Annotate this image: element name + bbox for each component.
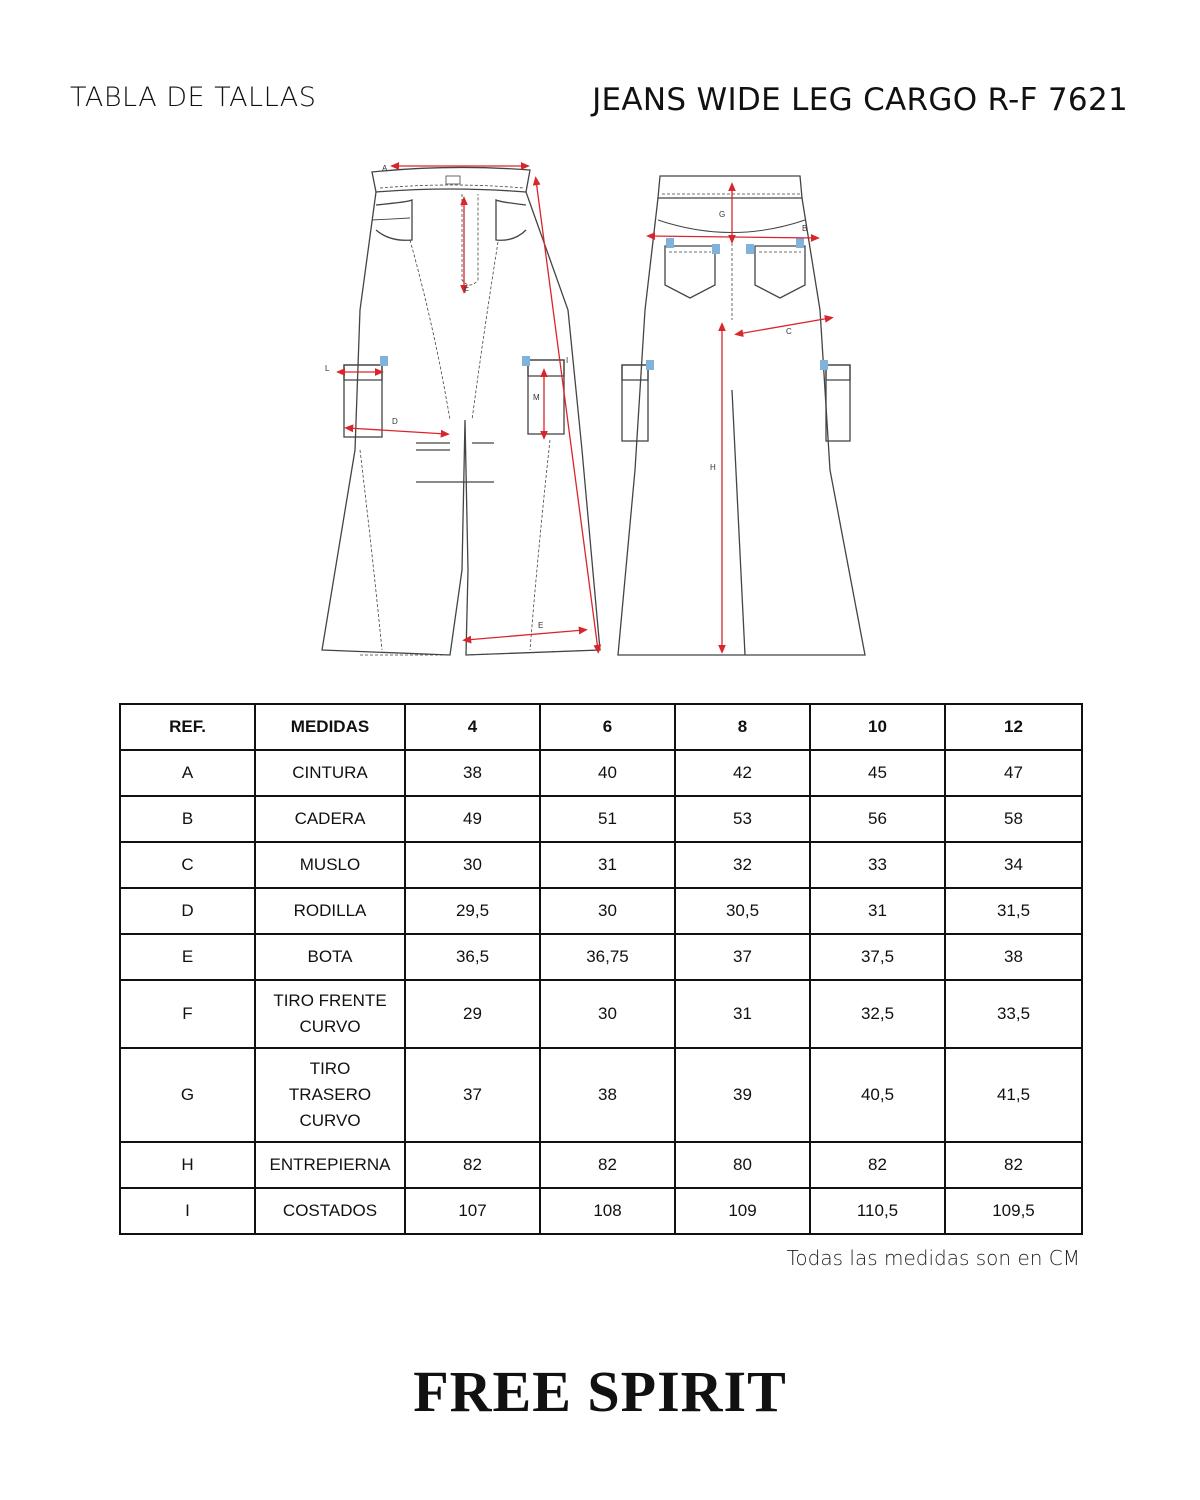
- table-row: [120, 796, 1082, 842]
- ref-cell: C: [120, 842, 255, 888]
- value-cell: 33,5: [945, 980, 1082, 1048]
- size-chart-title: TABLA DE TALLAS: [70, 82, 317, 113]
- value-cell: 37,5: [810, 934, 945, 980]
- value-cell: 110,5: [810, 1188, 945, 1234]
- value-cell: 108: [540, 1188, 675, 1234]
- value-cell: 58: [945, 796, 1082, 842]
- value-cell: 82: [405, 1142, 540, 1188]
- product-title: JEANS WIDE LEG CARGO R-F 7621: [592, 82, 1128, 118]
- measure-name-line: TIRO: [309, 1059, 351, 1078]
- value-cell: 38: [405, 750, 540, 796]
- tags: [380, 238, 828, 370]
- measure-name: MUSLO: [255, 842, 405, 888]
- front-view: [322, 167, 600, 655]
- value-cell: 53: [675, 796, 810, 842]
- value-cell: 32,5: [810, 980, 945, 1048]
- units-note: Todas las medidas son en CM: [786, 1246, 1080, 1270]
- ref-cell: E: [120, 934, 255, 980]
- value-cell: 36,75: [540, 934, 675, 980]
- value-cell: 29,5: [405, 888, 540, 934]
- value-cell: 38: [945, 934, 1082, 980]
- value-cell: 45: [810, 750, 945, 796]
- label-i: I: [566, 356, 569, 365]
- jeans-technical-sketch: [300, 150, 900, 670]
- table-row: [120, 842, 1082, 888]
- measure-name: CINTURA: [255, 750, 405, 796]
- table-row: [120, 980, 1082, 1048]
- label-e: E: [538, 621, 544, 630]
- value-cell: 42: [675, 750, 810, 796]
- back-view: [618, 176, 865, 655]
- measure-letters: [325, 164, 807, 630]
- header-size-10: 10: [810, 704, 945, 750]
- value-cell: 56: [810, 796, 945, 842]
- value-cell: 31,5: [945, 888, 1082, 934]
- value-cell: 31: [810, 888, 945, 934]
- ref-cell: F: [120, 980, 255, 1048]
- label-d: D: [392, 417, 398, 426]
- measure-name-line: CURVO: [299, 1017, 361, 1036]
- table-row: [120, 1188, 1082, 1234]
- label-l: L: [325, 364, 330, 373]
- value-cell: 36,5: [405, 934, 540, 980]
- measure-name-line: CURVO: [299, 1111, 361, 1130]
- value-cell: 109: [675, 1188, 810, 1234]
- ref-cell: H: [120, 1142, 255, 1188]
- value-cell: 34: [945, 842, 1082, 888]
- ref-cell: B: [120, 796, 255, 842]
- measure-name: [255, 1048, 405, 1142]
- measure-name-line: TRASERO: [288, 1085, 372, 1104]
- header-size-12: 12: [945, 704, 1082, 750]
- header-ref: REF.: [120, 704, 255, 750]
- value-cell: 82: [945, 1142, 1082, 1188]
- value-cell: 31: [675, 980, 810, 1048]
- value-cell: 37: [405, 1048, 540, 1142]
- table-row: [120, 1142, 1082, 1188]
- value-cell: 32: [675, 842, 810, 888]
- ref-cell: G: [120, 1048, 255, 1142]
- table-row: [120, 888, 1082, 934]
- ref-cell: I: [120, 1188, 255, 1234]
- value-cell: 82: [540, 1142, 675, 1188]
- value-cell: 51: [540, 796, 675, 842]
- value-cell: 30: [540, 980, 675, 1048]
- value-cell: 40: [540, 750, 675, 796]
- value-cell: 30: [405, 842, 540, 888]
- value-cell: 31: [540, 842, 675, 888]
- value-cell: 47: [945, 750, 1082, 796]
- label-b: B: [802, 224, 808, 233]
- measure-name-line: TIRO FRENTE: [273, 991, 387, 1010]
- value-cell: 41,5: [945, 1048, 1082, 1142]
- header-size-6: 6: [540, 704, 675, 750]
- size-table: [119, 703, 1083, 1235]
- measure-name: COSTADOS: [255, 1188, 405, 1234]
- value-cell: 29: [405, 980, 540, 1048]
- value-cell: 80: [675, 1142, 810, 1188]
- value-cell: 49: [405, 796, 540, 842]
- header-medidas: MEDIDAS: [255, 704, 405, 750]
- measure-name: CADERA: [255, 796, 405, 842]
- value-cell: 37: [675, 934, 810, 980]
- measure-lines: [340, 166, 830, 650]
- value-cell: 82: [810, 1142, 945, 1188]
- value-cell: 33: [810, 842, 945, 888]
- label-f: F: [464, 286, 469, 295]
- table-row: [120, 1048, 1082, 1142]
- header-size-4: 4: [405, 704, 540, 750]
- label-m: M: [533, 393, 540, 402]
- brand-logo: FREE SPIRIT: [413, 1359, 787, 1424]
- measure-name: [255, 980, 405, 1048]
- value-cell: 109,5: [945, 1188, 1082, 1234]
- value-cell: 38: [540, 1048, 675, 1142]
- ref-cell: A: [120, 750, 255, 796]
- value-cell: 40,5: [810, 1048, 945, 1142]
- table-header-row: [120, 704, 1082, 750]
- value-cell: 30,5: [675, 888, 810, 934]
- measure-name: ENTREPIERNA: [255, 1142, 405, 1188]
- table-row: [120, 750, 1082, 796]
- table-row: [120, 934, 1082, 980]
- measure-name: RODILLA: [255, 888, 405, 934]
- label-g: G: [719, 210, 726, 219]
- measure-name: BOTA: [255, 934, 405, 980]
- ref-cell: D: [120, 888, 255, 934]
- label-c: C: [786, 327, 792, 336]
- value-cell: 39: [675, 1048, 810, 1142]
- header-size-8: 8: [675, 704, 810, 750]
- value-cell: 30: [540, 888, 675, 934]
- label-h: H: [710, 463, 716, 472]
- label-a: A: [382, 164, 388, 173]
- value-cell: 107: [405, 1188, 540, 1234]
